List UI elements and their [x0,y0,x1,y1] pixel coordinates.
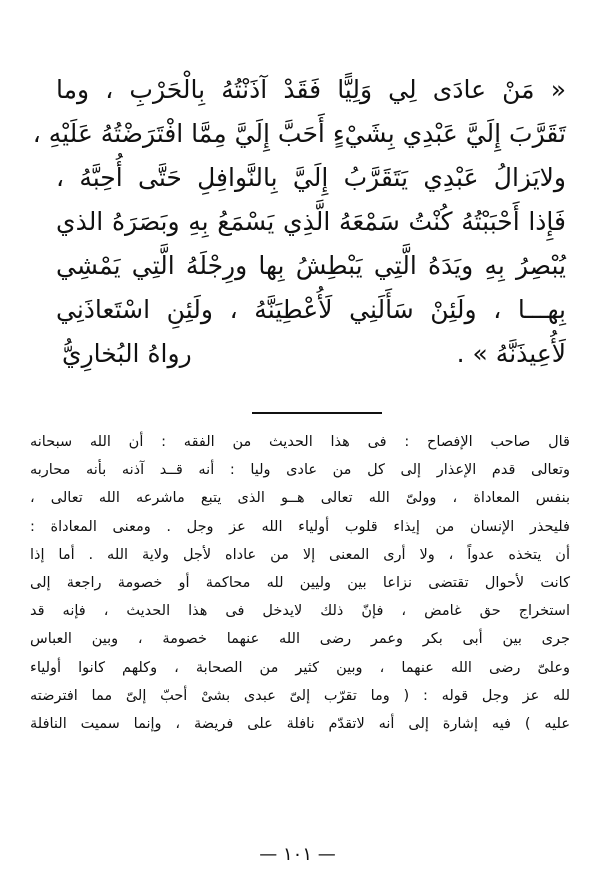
commentary-line: فليحذر الإنسان من إيذاء قلوب أولياء الله عز وجل . ومعنى المعاداة : [30,518,570,535]
hadith-text [32,68,566,376]
hadith-closing-text: لَأُعِيذَنَّهُ » . [456,339,566,368]
hadith-last-line [56,332,566,376]
commentary-line: كانت لأحوال تقتضى نزاعا بين وليين لله محاكمة أو خصومة راجعة إلى [30,574,570,591]
hadith-narration: رواهُ البُخارِيُّ [62,339,192,368]
hadith-line: تَقَرَّبَ إِلَيَّ عَبْدِي بِشَيْءٍ أَحَبَّ إِلَيَّ مِمَّا افْتَرَضْتُهُ عَلَيْهِ ، [32,119,566,148]
hadith-line: بِهـــا ، ولَئِنْ سَأَلَنِي لَأُعْطِيَنَّهُ ، ولَئِنِ اسْتَعاذَنِي [56,295,566,324]
hadith-line: فَإِذا أَحْبَبْتُهُ كُنْتُ سَمْعَهُ الَّذِي يَسْمَعُ بِهِ وبَصَرَهُ الذي [56,207,566,236]
commentary-line: وعلىّ رضى الله عنهما ، وبين كثير من الصحابة ، وكلهم كانوا أولياء [30,659,570,676]
page-number: — ١٠١ — [259,844,336,865]
commentary-line: لله عز وجل قوله : ( وما تقرّب إلىّ عبدى بشىْ أحبّ إلىّ مما افترضته [30,687,570,704]
hadith-line: « مَنْ عادَى لِي وَلِيًّا فَقَدْ آذَنْتُهُ بِالْحَرْبِ ، وما [56,75,566,104]
commentary-line: أن يتخذه عدواً ، ولا أرى المعنى إلا من عاداه لأجل ولاية الله . أما إذا [30,546,570,563]
commentary-line: وتعالى قدم الإعذار إلى كل من عادى وليا : أنه قــد آذنه بأنه محاربه [30,462,570,479]
commentary-line: قال صاحب الإفصاح : فى هذا الحديث من الفقه : أن الله سبحانه [30,434,570,450]
section-divider [252,412,382,414]
commentary-line: بنفس المعاداة ، وولىّ الله تعالى هــو الذى يتبع ماشرعه الله تعالى ، [30,490,570,507]
hadith-line: ولايَزالُ عَبْدِي يَتَقَرَّبُ إِلَيَّ بِالنَّوافِلِ حَتَّى أُحِبَّهُ ، [56,163,566,192]
hadith-line: يُبْصِرُ بِهِ ويَدَهُ الَّتِي يَبْطِشُ بِها ورِجْلَهُ الَّتِي يَمْشِي [56,251,566,280]
commentary-line: استخراج حق غامض ، فإنّ ذلك لايدخل فى هذا الحديث ، فإنه قد [30,603,570,620]
commentary-text [30,428,570,738]
commentary-line: عليه ) فيه إشارة إلى أنه لاتقدّم نافلة على فريضة ، وإنما سميت النافلة [30,715,570,732]
commentary-line: جرى بين أبى بكر وعمر رضى الله عنهما خصومة ، وبين العباس [30,631,570,648]
